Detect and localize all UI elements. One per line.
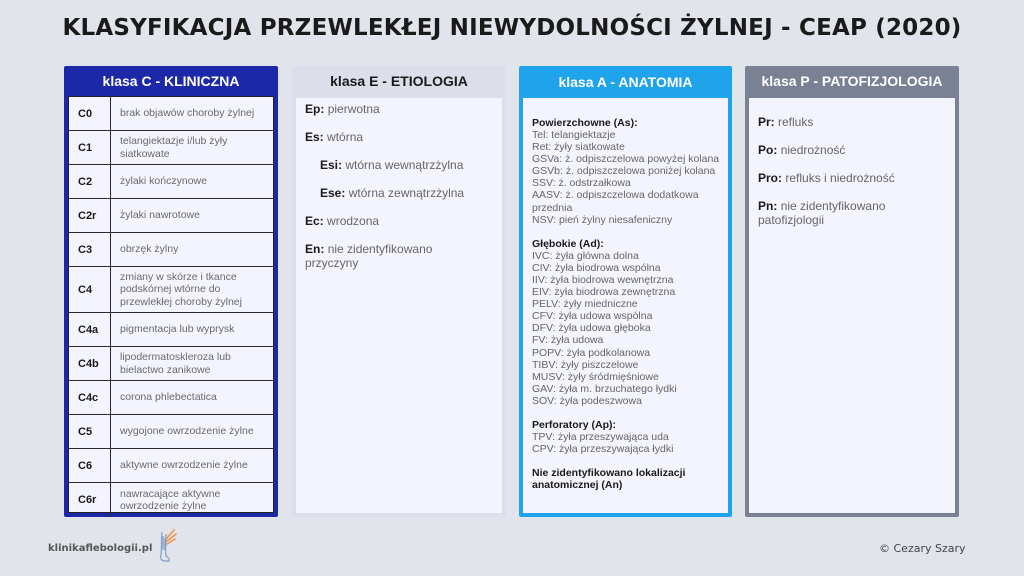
etiology-code: Es: <box>305 130 324 144</box>
anatomy-item: GAV: żyła m. brzuchatego łydki <box>532 382 677 395</box>
pathophysiology-class-panel <box>745 66 959 517</box>
etiology-code: Ese: <box>320 186 346 200</box>
clinical-row <box>69 165 273 199</box>
etiology-desc: wtórna zewnątrzżylna <box>348 186 465 200</box>
pathophysiology-desc: nie zidentyfikowano patofizjologii <box>758 199 886 227</box>
anatomy-group <box>532 467 728 491</box>
clinical-code: C6r <box>69 483 111 517</box>
anatomy-item: EIV: żyła biodrowa zewnętrzna <box>532 286 676 299</box>
anatomy-item: PELV: żyły miedniczne <box>532 298 638 311</box>
clinical-code: C0 <box>69 97 111 130</box>
anatomy-item: IIV: żyła biodrowa wewnętrzna <box>532 273 674 286</box>
clinical-desc: nawracające aktywne owrzodzenie żylne <box>120 487 221 512</box>
clinical-desc: żylaki kończynowe <box>120 175 207 188</box>
pathophysiology-code: Po: <box>758 143 778 157</box>
etiology-item <box>305 130 502 144</box>
clinical-desc: wygojone owrzodzenie żylne <box>120 425 254 438</box>
clinical-row <box>69 313 273 347</box>
etiology-item <box>305 186 502 200</box>
clinical-class-panel <box>64 66 278 517</box>
etiology-desc: nie zidentyfikowano przyczyny <box>305 242 433 270</box>
clinical-row <box>69 233 273 267</box>
clinical-code: C1 <box>69 131 111 164</box>
clinical-row <box>69 483 273 517</box>
clinical-row <box>69 449 273 483</box>
anatomy-item: AASV: ż. odpiszczelowa dodatkowa przednia <box>532 189 699 214</box>
anatomy-group <box>532 117 728 226</box>
clinical-code: C6 <box>69 449 111 482</box>
etiology-item <box>305 102 502 116</box>
anatomy-group <box>532 238 728 407</box>
clinical-desc: obrzęk żylny <box>120 243 179 256</box>
clinical-row <box>69 381 273 415</box>
etiology-class-header: klasa E - ETIOLOGIA <box>330 73 468 89</box>
anatomy-item: CPV: żyła przeszywająca łydki <box>532 443 674 456</box>
clinic-logo[interactable] <box>48 528 178 569</box>
etiology-desc: pierwotna <box>327 102 380 116</box>
pathophysiology-item <box>758 115 955 129</box>
clinical-desc: telangiektazje i/lub żyły siatkowate <box>120 135 228 160</box>
clinical-desc: żylaki nawrotowe <box>120 209 200 222</box>
clinical-desc: aktywne owrzodzenie żylne <box>120 459 248 472</box>
clinical-code: C5 <box>69 415 111 448</box>
clinical-code: C2r <box>69 199 111 232</box>
clinical-row <box>69 347 273 381</box>
logo-text: klinikaflebologii.pl <box>48 543 153 554</box>
anatomy-group-title: Głębokie (Ad): <box>532 237 604 250</box>
anatomy-class-panel <box>519 66 732 517</box>
pathophysiology-code: Pro: <box>758 171 782 185</box>
clinical-row <box>69 131 273 165</box>
pathophysiology-class-header: klasa P - PATOFIZJOLOGIA <box>761 73 943 89</box>
etiology-item <box>305 158 502 172</box>
clinical-class-header: klasa C - KLINICZNA <box>102 73 240 89</box>
clinical-desc: zmiany w skórze i tkance podskórnej wtórne do przewlekłej choroby żylnej <box>120 270 242 308</box>
pathophysiology-code: Pr: <box>758 115 775 129</box>
clinical-code: C4c <box>69 381 111 414</box>
clinical-code: C4 <box>69 267 111 312</box>
anatomy-group <box>532 419 728 455</box>
anatomy-item: IVC: żyła główna dolna <box>532 249 639 262</box>
pathophysiology-item <box>758 143 955 157</box>
anatomy-item: Ret: żyły siatkowate <box>532 141 625 154</box>
anatomy-item: Tel: telangiektazje <box>532 129 616 141</box>
anatomy-item: SOV: żyła podeszwowa <box>532 394 642 407</box>
clinical-desc: corona phlebectatica <box>120 391 217 404</box>
etiology-desc: wtórna <box>327 130 364 144</box>
etiology-code: Ec: <box>305 214 324 228</box>
clinical-code: C3 <box>69 233 111 266</box>
clinical-code: C2 <box>69 165 111 198</box>
page-title: KLASYFIKACJA PRZEWLEKŁEJ NIEWYDOLNOŚCI ŻYLNEJ - CEAP (2020) <box>62 15 962 41</box>
etiology-class-panel <box>292 66 506 517</box>
clinical-desc: pigmentacja lub wyprysk <box>120 323 235 336</box>
copyright-notice: © Cezary Szary <box>879 542 966 555</box>
anatomy-item: GSVa: ż. odpiszczelowa powyżej kolana <box>532 153 720 166</box>
clinical-row <box>69 267 273 313</box>
anatomy-group-title: Nie zidentyfikowano lokalizacji anatomicznej (An) <box>532 467 686 492</box>
anatomy-item: TPV: żyła przeszywająca uda <box>532 430 669 443</box>
winged-foot-icon <box>156 528 178 569</box>
anatomy-item: POPV: żyła podkolanowa <box>532 346 651 359</box>
anatomy-item: GSVb: ż. odpiszczelowa poniżej kolana <box>532 165 716 178</box>
clinical-desc: lipodermatoskleroza lub bielactwo zanikowe <box>120 351 231 376</box>
pathophysiology-desc: refluks <box>778 115 814 129</box>
etiology-desc: wtórna wewnątrzżylna <box>345 158 464 172</box>
anatomy-class-header: klasa A - ANATOMIA <box>558 74 693 90</box>
clinical-desc: brak objawów choroby żylnej <box>120 107 255 120</box>
etiology-desc: wrodzona <box>327 214 380 228</box>
clinical-class-table <box>68 96 274 513</box>
clinical-code: C4a <box>69 313 111 346</box>
anatomy-group-title: Perforatory (Ap): <box>532 418 617 431</box>
anatomy-item: CIV: żyła biodrowa wspólna <box>532 261 661 274</box>
anatomy-item: SSV: ż. odstrzałkowa <box>532 177 631 190</box>
anatomy-item: TIBV: żyły piszczelowe <box>532 358 639 371</box>
anatomy-item: NSV: pień żylny niesafeniczny <box>532 213 673 226</box>
clinical-code: C4b <box>69 347 111 380</box>
clinical-row <box>69 415 273 449</box>
clinical-row <box>69 97 273 131</box>
anatomy-group-title: Powierzchowne (As): <box>532 117 638 129</box>
anatomy-item: MUSV: żyły śródmięśniowe <box>532 370 659 383</box>
anatomy-item: CFV: żyła udowa wspólna <box>532 310 653 323</box>
pathophysiology-item <box>758 171 955 185</box>
pathophysiology-code: Pn: <box>758 199 778 213</box>
etiology-list <box>296 98 502 513</box>
anatomy-item: FV: żyła udowa <box>532 334 604 347</box>
clinical-row <box>69 199 273 233</box>
etiology-item <box>305 214 502 228</box>
pathophysiology-item <box>758 199 908 227</box>
etiology-code: Ep: <box>305 102 325 116</box>
etiology-code: Esi: <box>320 158 343 172</box>
anatomy-item: DFV: żyła udowa głęboka <box>532 322 651 335</box>
etiology-item <box>305 242 455 270</box>
pathophysiology-desc: refluks i niedrożność <box>785 171 895 185</box>
anatomy-list <box>523 98 728 513</box>
pathophysiology-desc: niedrożność <box>780 143 846 157</box>
etiology-code: En: <box>305 242 325 256</box>
pathophysiology-list <box>749 98 955 513</box>
